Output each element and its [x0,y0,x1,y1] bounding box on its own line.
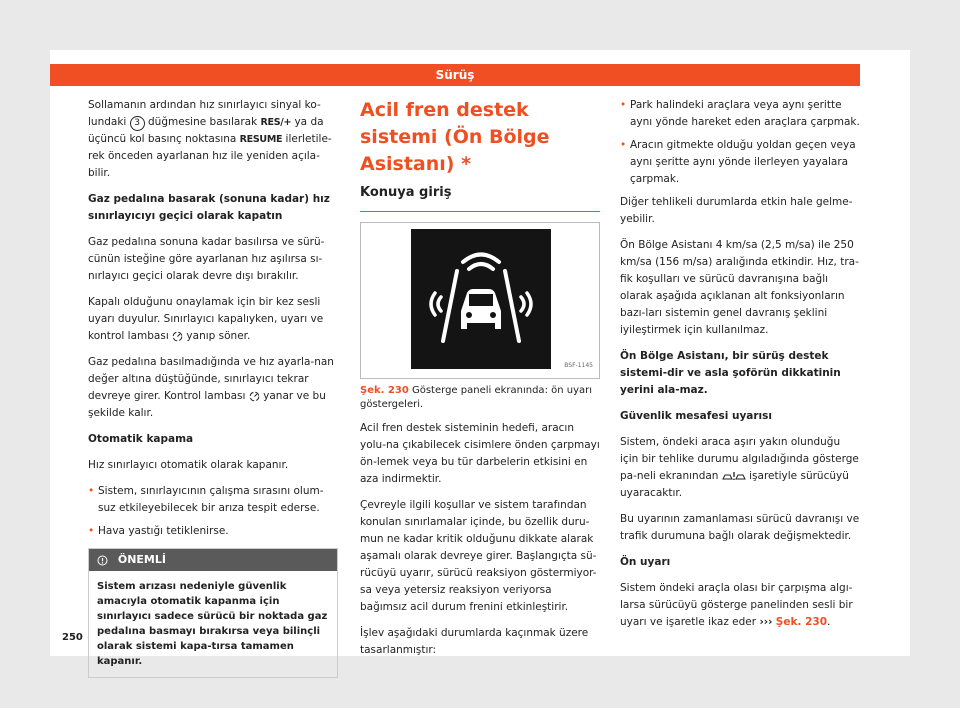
paragraph-confirm: Kapalı olduğunu onaylamak için bir kez sesli uyarı duyulur. Sınırlayıcı kapalıyken, uyarı ve kontrol lambası yanıp söner. [88,296,324,342]
heading-pre-warning: Ön uyarı [620,556,671,568]
paragraph-stages: Çevreyle ilgili koşullar ve sistem tarafından konulan sınırlamalar içinde, bu özellik duru-mun ne kadar kritik olduğunu dikkate alarak aşamalı olarak devreye girer. Başlangıçta sü-rücüyü uyarır, sürücü reaksiyon göstermiyor-sa veya yetersiz reaksiyon veriyorsa bağımsız acil durum frenini etkinleştirir. [360,499,597,613]
column-left [88,97,338,678]
list-item: • Sistem, sınırlayıcının çalışma sırasını olum-suz etkileyebilecek bir arıza tespit ederse. [88,483,338,517]
figure [360,222,600,379]
resume-key-label: RESUME [239,134,283,145]
speed-limiter-lamp-icon [172,331,183,342]
paragraph-speed-range: Ön Bölge Asistanı 4 km/sa (2,5 m/sa) ile 250 km/sa (156 m/sa) aralığında etkindir. Hız, tra-fik koşulları ve sürücü davranışına bağlı olarak aşağıda açıklanan alt fonksiyonların bazı-ları sistemin genel davranış şeklini iyileştirmek için kullanılmaz. [620,239,859,336]
front-assist-warning-icon [411,229,551,369]
subsection-title: Konuya giriş [360,185,452,200]
paragraph-other: Diğer tehlikeli durumlarda etkin hale gelme-yebilir. [620,196,853,225]
section-title: Acil fren destek sistemi (Ön Bölge Asistanı) * [360,99,550,175]
info-icon [97,555,108,566]
speed-limiter-lamp-icon [249,391,260,402]
column-right [620,97,860,640]
res-key-label: RES/+ [260,117,292,128]
paragraph-resume: Sollamanın ardından hız sınırlayıcı sinyal ko-lundaki 3 düğmesine basılarak RES/+ ya da üçüncü kol basınç noktasına RESUME ilerletile-rek önceden ayarlanan hız ile yeniden açıla-bilir. [88,99,332,179]
dashboard-display [411,229,551,369]
heading-distance-warning: Güvenlik mesafesi uyarısı [620,410,772,422]
figure-caption: Şek. 230 Gösterge paneli ekranında: ön uyarı göstergeleri. [360,385,593,410]
paragraph-timing: Bu uyarının zamanlaması sürücü davranışı ve trafik durumuna bağlı olarak değişmektedir. [620,513,860,542]
button-number-badge: 3 [130,116,145,131]
warning-header: ÖNEMLİ [89,549,337,571]
paragraph-reactivate: Gaz pedalına basılmadığında ve hız ayarla-nan değer altına düştüğünde, sınırlayıcı tekrar devreye girer. Kontrol lambası yanar ve bu şekilde kalır. [88,356,334,419]
ref-arrow: ››› [759,616,773,628]
page-number: 250 [62,632,83,643]
list-item: • Aracın gitmekte olduğu yoldan geçen veya aynı şeritte aynı yönde ilerleyen yayalara çarpmak. [620,137,860,188]
heading-auto-off: Otomatik kapama [88,433,194,445]
warning-box [88,548,338,678]
paragraph-distance-warning: Sistem, öndeki araca aşırı yakın olunduğu için bir tehlike durumu algıladığında gösterge pa-neli ekranından işaretiyle sürücüyü uyaracaktır. [620,436,859,499]
paragraph-auto-off: Hız sınırlayıcı otomatik olarak kapanır. [88,459,289,471]
figure-reference-link[interactable]: Şek. 230 [775,616,827,628]
paragraph-override: Gaz pedalına sonuna kadar basılırsa ve sürü-cünün isteğine göre ayarlanan hız aşılırsa sı-nırlayıcı geçici olarak devre dışı bırakılır. [88,236,325,282]
distance-warning-icon [722,471,746,481]
paragraph-goal: Acil fren destek sisteminin hedefi, aracın yolu-na çıkabilecek cisimlere önden çarpmayı ön-lemek veya bu tür darbelerin etkisini en aza indirmektir. [360,422,600,485]
divider [360,211,600,212]
heading-gas-pedal: Gaz pedalına basarak (sonuna kadar) hız sınırlayıcıyı geçici olarak kapatın [88,193,330,222]
paragraph-purpose: İşlev aşağıdaki durumlarda kaçınmak üzere tasarlanmıştır: [360,627,589,656]
paragraph-pre-warning: Sistem öndeki araçla olası bir çarpışma algı-larsa sürücüyü gösterge panelinden sesli bir uyarı ve işaretle ikaz eder ››› Şek. 230. [620,582,853,628]
warning-text: Sistem arızası nedeniyle güvenlik amacıyla otomatik kapanma için sınırlayıcı sadece sürücü bir noktada gaz pedalına basmayı bırakırsa veya bilinçli olarak sistemi kapa-tırsa tamamen kapanır. [97,581,328,667]
list-item: • Hava yastığı tetiklenirse. [88,523,338,540]
figure-code: BSF-1145 [564,362,593,369]
chapter-header: Sürüş [50,64,860,86]
list-item: • Park halindeki araçlara veya aynı şeritte aynı yönde hareket eden araçlara çarpmak. [620,97,860,131]
column-middle [360,97,600,668]
paragraph-notice: Ön Bölge Asistanı, bir sürüş destek sistemi-dir ve asla şoförün dikkatinin yerini ala-maz. [620,350,841,396]
